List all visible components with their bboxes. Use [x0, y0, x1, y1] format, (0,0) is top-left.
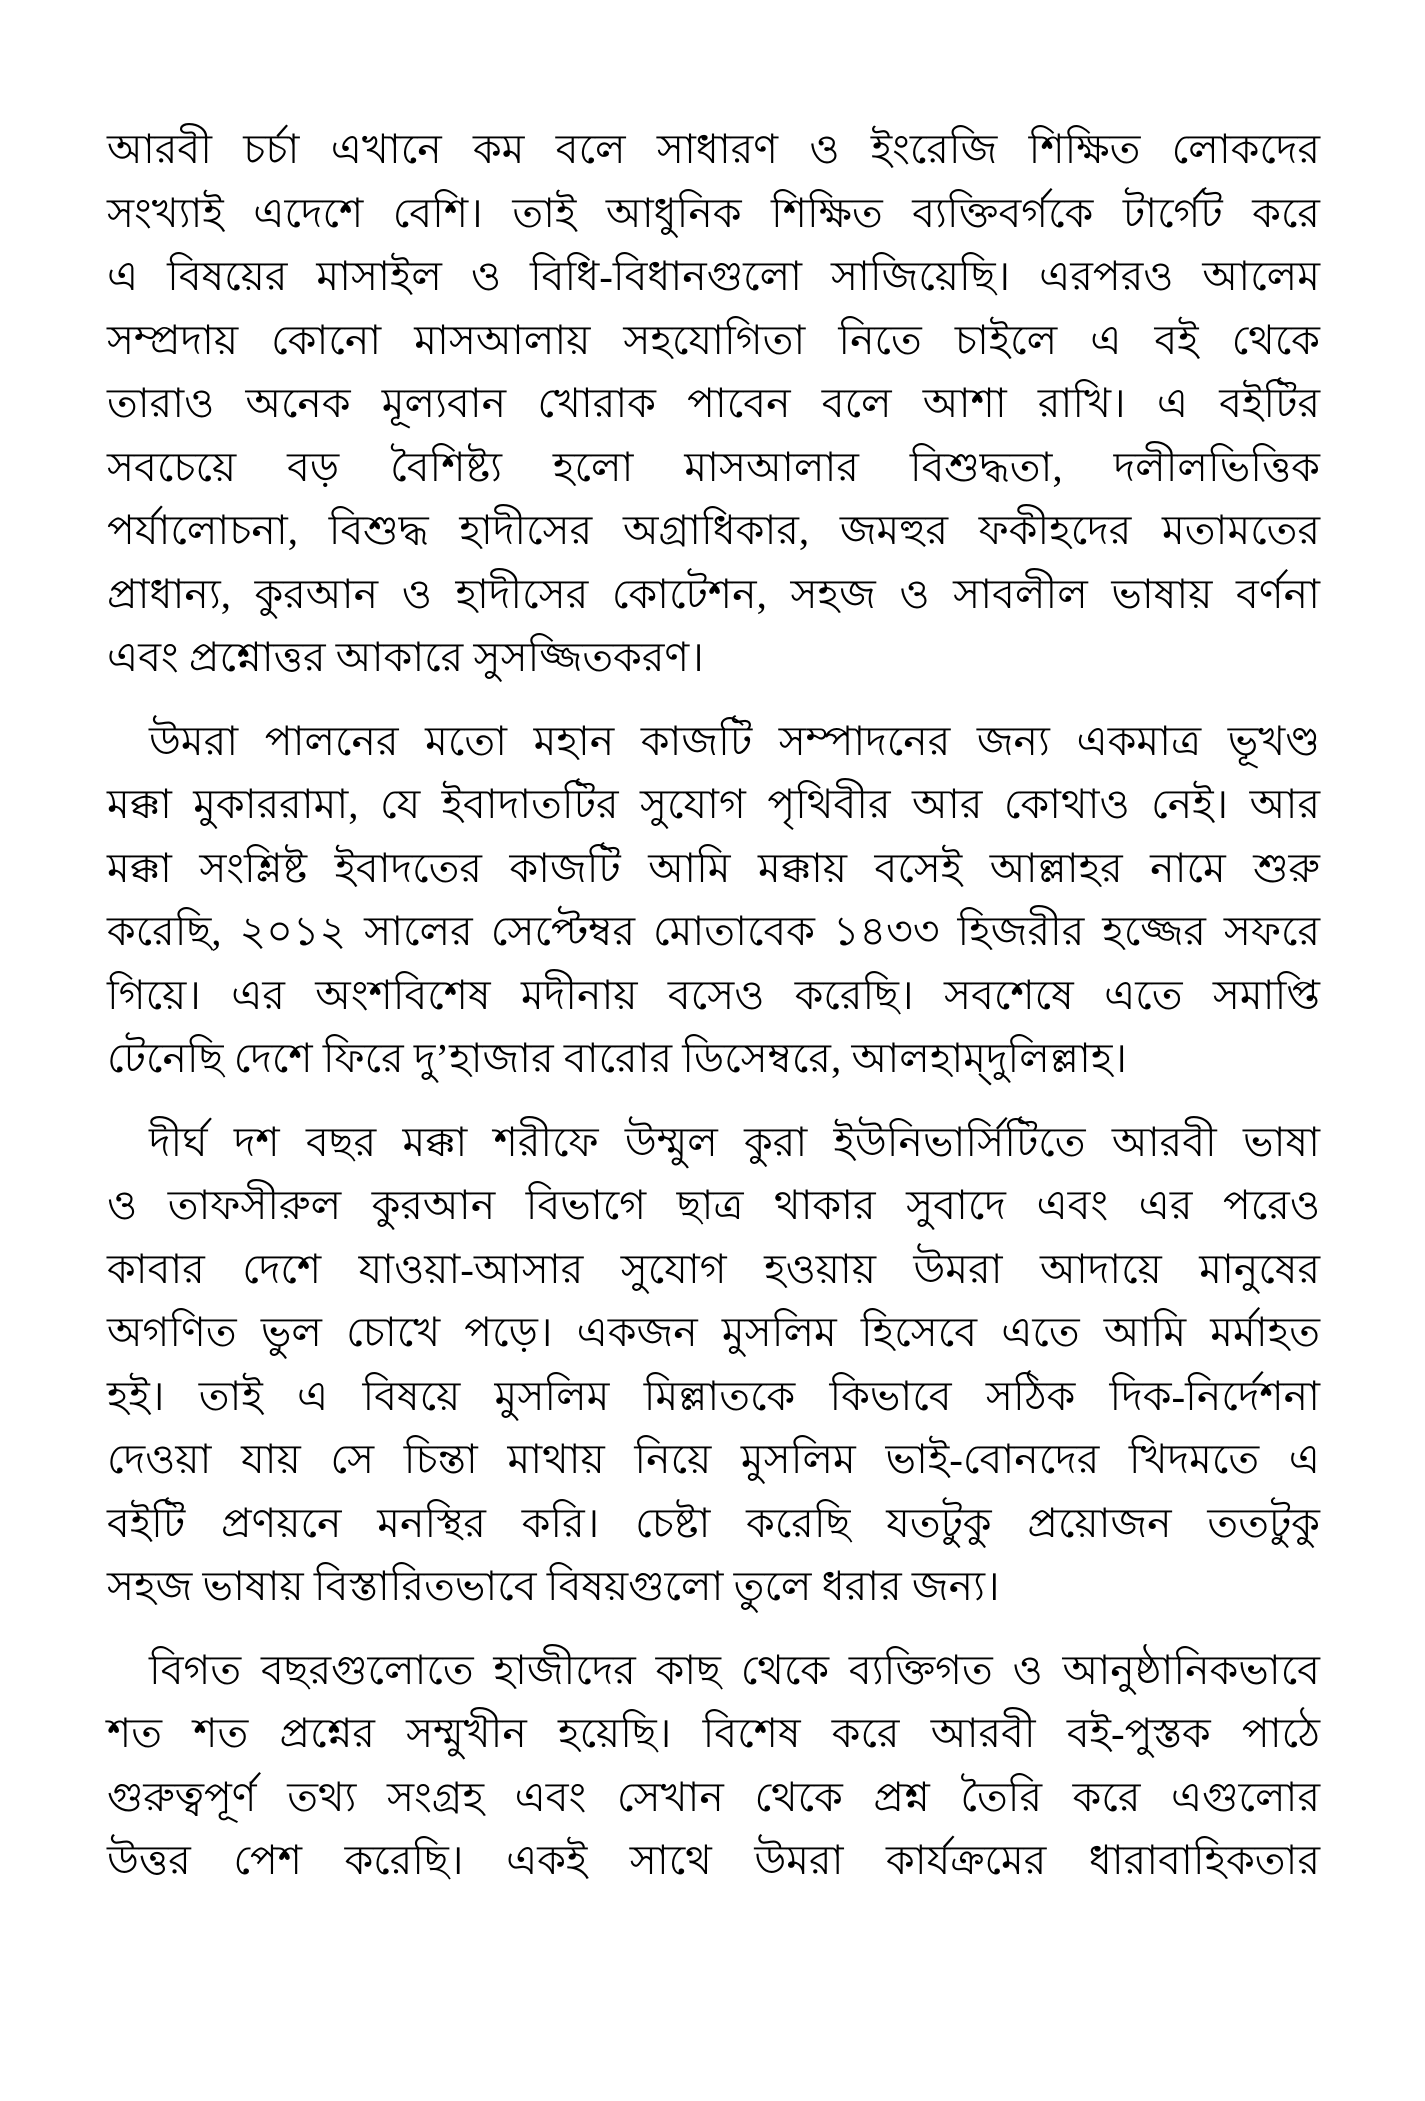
text-line: আরবী চর্চা এখানে কম বলে সাধারণ ও ইংরেজি শিক্ষিত লোকদের — [107, 126, 1320, 172]
text-line: মক্কা মুকাররামা, যে ইবাদাতটির সুযোগ পৃথিবীর আর কোথাও নেই। আর — [107, 781, 1320, 827]
text-line: দেওয়া যায় সে চিন্তা মাথায় নিয়ে মুসলিম ভাই-বোনদের খিদমতে এ — [107, 1436, 1320, 1482]
text-line: তারাও অনেক মূল্যবান খোরাক পাবেন বলে আশা রাখি। এ বইটির — [107, 380, 1320, 426]
text-line: এবং প্রশ্নোত্তর আকারে সুসজ্জিতকরণ। — [107, 634, 704, 680]
text-line: হই। তাই এ বিষয়ে মুসলিম মিল্লাতকে কিভাবে সঠিক দিক-নির্দেশনা — [107, 1372, 1320, 1419]
text-line: বিগত বছরগুলোতে হাজীদের কাছ থেকে ব্যক্তিগত ও আনুষ্ঠানিকভাবে — [149, 1646, 1320, 1693]
text-line: গুরুত্বপূর্ণ তথ্য সংগ্রহ এবং সেখান থেকে প্রশ্ন তৈরি করে এগুলোর — [107, 1773, 1320, 1820]
text-line: দীর্ঘ দশ বছর মক্কা শরীফে উম্মুল কুরা ইউনিভার্সিটিতে আরবী ভাষা — [149, 1118, 1320, 1165]
text-line: বইটি প্রণয়নে মনস্থির করি। চেষ্টা করেছি যতটুকু প্রয়োজন ততটুকু — [107, 1499, 1320, 1546]
text-line: প্রাধান্য, কুরআন ও হাদীসের কোটেশন, সহজ ও সাবলীল ভাষায় বর্ণনা — [107, 570, 1320, 617]
body-text — [107, 118, 1320, 1893]
text-line: শত শত প্রশ্নের সম্মুখীন হয়েছি। বিশেষ করে আরবী বই-পুস্তক পাঠে — [107, 1710, 1320, 1756]
text-line: সহজ ভাষায় বিস্তারিতভাবে বিষয়গুলো তুলে ধরার জন্য। — [107, 1563, 1000, 1609]
text-line: অগণিত ভুল চোখে পড়ে। একজন মুসলিম হিসেবে এতে আমি মর্মাহত — [107, 1309, 1320, 1355]
text-line: সম্প্রদায় কোনো মাসআলায় সহযোগিতা নিতে চাইলে এ বই থেকে — [107, 316, 1320, 363]
text-line: পর্যালোচনা, বিশুদ্ধ হাদীসের অগ্রাধিকার, জমহুর ফকীহদের মতামতের — [107, 507, 1320, 553]
text-line: গিয়ে। এর অংশবিশেষ মদীনায় বসেও করেছি। সবশেষে এতে সমাপ্তি — [107, 971, 1320, 1018]
paragraph — [107, 1111, 1320, 1619]
text-line: টেনেছি দেশে ফিরে দু’হাজার বারোর ডিসেম্বরে, আলহাম্‌দুলিল্লাহ। — [107, 1035, 1128, 1081]
text-line: উমরা পালনের মতো মহান কাজটি সম্পাদনের জন্য একমাত্র ভূখণ্ড — [149, 717, 1320, 764]
text-line: মক্কা সংশ্লিষ্ট ইবাদতের কাজটি আমি মক্কায় বসেই আল্লাহর নামে শুরু — [107, 844, 1320, 891]
text-line: এ বিষয়ের মাসাইল ও বিধি-বিধানগুলো সাজিয়েছি। এরপরও আলেম — [107, 253, 1320, 299]
text-line: সবচেয়ে বড় বৈশিষ্ট্য হলো মাসআলার বিশুদ্ধতা, দলীলভিত্তিক — [107, 443, 1320, 490]
paragraph — [107, 710, 1320, 1091]
text-line: উত্তর পেশ করেছি। একই সাথে উমরা কার্যক্রমের ধারাবাহিকতার — [107, 1837, 1320, 1883]
paragraph — [107, 118, 1320, 690]
text-line: করেছি, ২০১২ সালের সেপ্টেম্বর মোতাবেক ১৪৩৩ হিজরীর হজ্জের সফরে — [107, 908, 1320, 954]
text-line: সংখ্যাই এদেশে বেশি। তাই আধুনিক শিক্ষিত ব্যক্তিবর্গকে টার্গেট করে — [107, 189, 1320, 236]
paragraph — [107, 1639, 1320, 1893]
text-line: কাবার দেশে যাওয়া-আসার সুযোগ হওয়ায় উমরা আদায়ে মানুষের — [107, 1245, 1320, 1292]
text-line: ও তাফসীরুল কুরআন বিভাগে ছাত্র থাকার সুবাদে এবং এর পরেও — [107, 1182, 1320, 1228]
